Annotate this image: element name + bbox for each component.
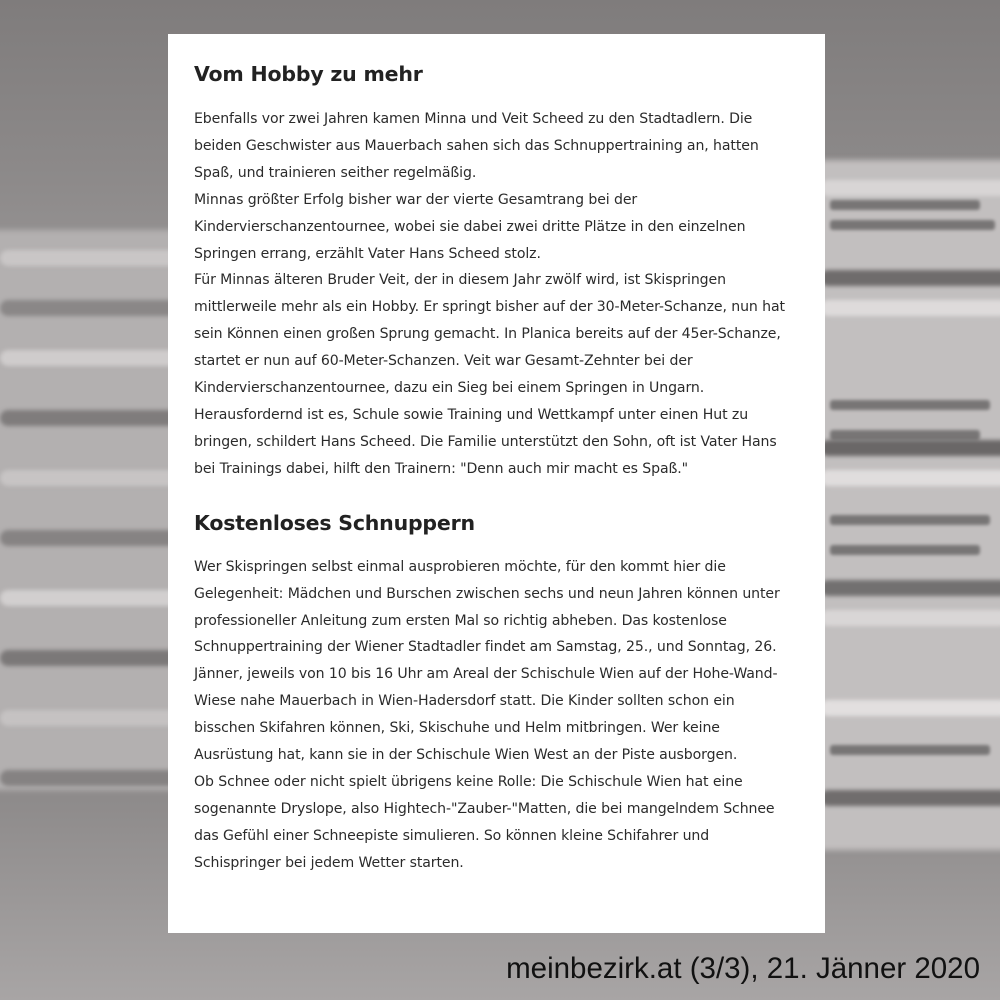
article-paragraph: Wer Skispringen selbst einmal ausprobieren möchte, für den kommt hier die Gelegenheit: Mädchen und Burschen zwischen sechs und neun Jahren können unter professioneller Anleitung zum ersten Mal so richtig abheben. Das kostenlose Schnuppertraining der Wiener Stadtadler findet am Samstag, 25., und Sonntag, 26. Jänner, jeweils von 10 bis 16 Uhr am Areal der Schischule Wien auf der Hohe-Wand-Wiese nahe Mauerbach in Wien-Hadersdorf statt. Die Kinder sollten schon ein bisschen Skifahren können, Ski, Skischuhe und Helm mitbringen. Wer keine Ausrüstung hat, kann sie in der Schischule Wien West an der Piste ausborgen.	[194, 558, 780, 764]
section-heading-hobby: Vom Hobby zu mehr	[194, 62, 423, 86]
article-paragraph: Ob Schnee oder nicht spielt übrigens keine Rolle: Die Schischule Wien hat eine sogenannte Dryslope, also Hightech-"Zauber-"Matten, die bei mangelndem Schnee das Gefühl einer Schneepiste simulieren. So können kleine Schifahrer und Schispringer bei jedem Wetter starten.	[194, 773, 775, 871]
section-heading-schnuppern: Kostenloses Schnuppern	[194, 510, 475, 535]
source-caption: meinbezirk.at (3/3), 21. Jänner 2020	[506, 952, 980, 985]
article-card	[168, 34, 825, 933]
article-paragraph: Herausfordernd ist es, Schule sowie Training und Wettkampf unter einen Hut zu bringen, schildert Hans Scheed. Die Familie unterstützt den Sohn, oft ist Vater Hans bei Trainings dabei, hilft den Trainern: "Denn auch mir macht es Spaß."	[194, 406, 777, 477]
article-paragraph: Minnas größter Erfolg bisher war der vierte Gesamtrang bei der Kindervierschanzentournee, wobei sie dabei zwei dritte Plätze in den einzelnen Springen errang, erzählt Vater Hans Scheed stolz.	[194, 191, 746, 262]
article-paragraph: Für Minnas älteren Bruder Veit, der in diesem Jahr zwölf wird, ist Skispringen mittlerweile mehr als ein Hobby. Er springt bisher auf der 30-Meter-Schanze, nun hat sein Können einen großen Sprung gemacht. In Planica bereits auf der 45er-Schanze, startet er nun auf 60-Meter-Schanzen. Veit war Gesamt-Zehnter bei der Kindervierschanzentournee, dazu ein Sieg bei einem Springen in Ungarn.	[194, 272, 785, 397]
article-paragraph: Ebenfalls vor zwei Jahren kamen Minna und Veit Scheed zu den Stadtadlern. Die beiden Geschwister aus Mauerbach sahen sich das Schnuppertraining an, hatten Spaß, und trainieren seither regelmäßig.	[194, 111, 759, 181]
